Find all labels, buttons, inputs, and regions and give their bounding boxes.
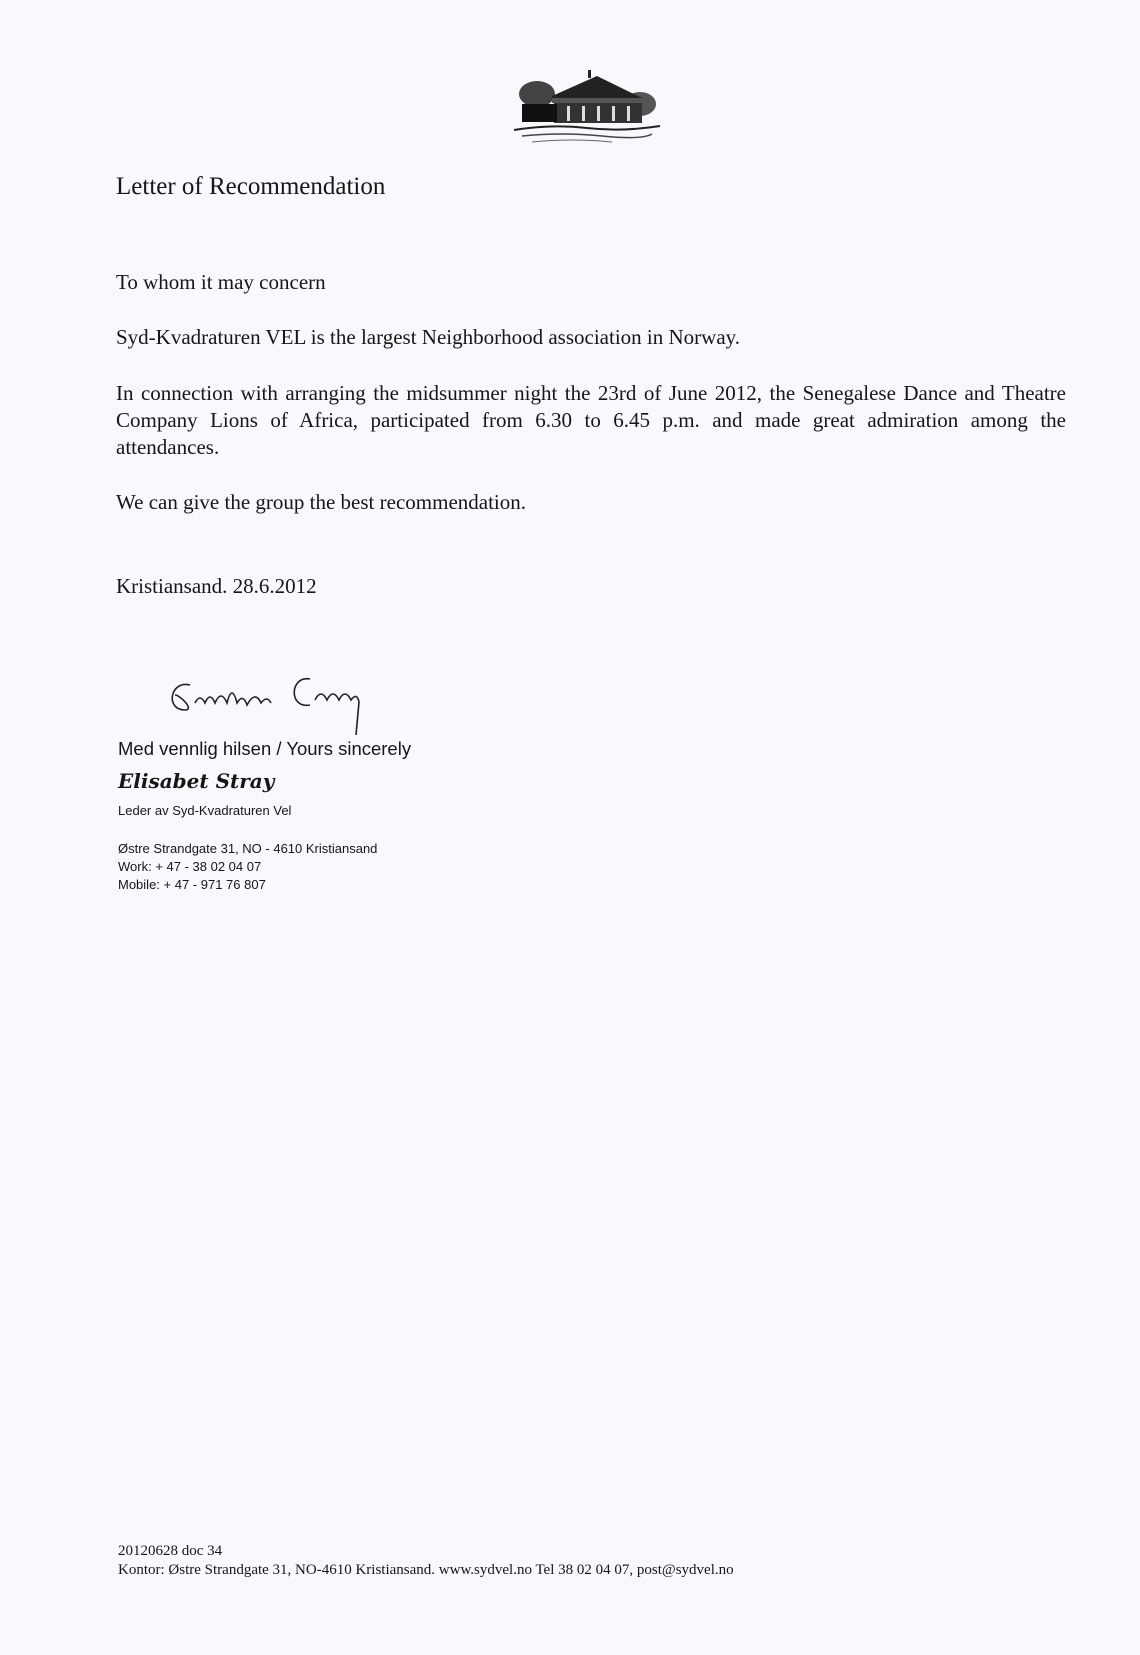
contact-block [118, 840, 377, 894]
body-paragraph: In connection with arranging the midsummer night the 23rd of June 2012, the Senegalese Dance and Theatre Company Lions of Africa, participated from 6.30 to 6.45 p.m. and made great admiration among the attendances. [116, 381, 1066, 459]
contact-mobile-phone: Mobile: + 47 - 971 76 807 [118, 877, 266, 892]
contact-address: Østre Strandgate 31, NO - 4610 Kristiansand [118, 841, 378, 856]
footer-office-info: Kontor: Østre Strandgate 31, NO-4610 Kristiansand. www.sydvel.no Tel 38 02 04 07, post@sydvel.no [118, 1562, 734, 1578]
signer-role: Leder av Syd-Kvadraturen Vel [118, 803, 292, 818]
greeting: To whom it may concern [116, 270, 326, 294]
handwritten-signature [160, 665, 410, 735]
intro-paragraph: Syd-Kvadraturen VEL is the largest Neighborhood association in Norway. [116, 325, 741, 349]
contact-work-phone: Work: + 47 - 38 02 04 07 [118, 859, 262, 874]
signer-name: Elisabet Stray [118, 769, 275, 793]
place-date: Kristiansand. 28.6.2012 [116, 574, 317, 598]
recommendation-paragraph: We can give the group the best recommendation. [116, 490, 527, 514]
letter-title: Letter of Recommendation [116, 173, 386, 200]
closing-line: Med vennlig hilsen / Yours sincerely [118, 738, 412, 759]
document-reference: 20120628 doc 34 [118, 1543, 223, 1559]
pavilion-logo [512, 64, 662, 148]
